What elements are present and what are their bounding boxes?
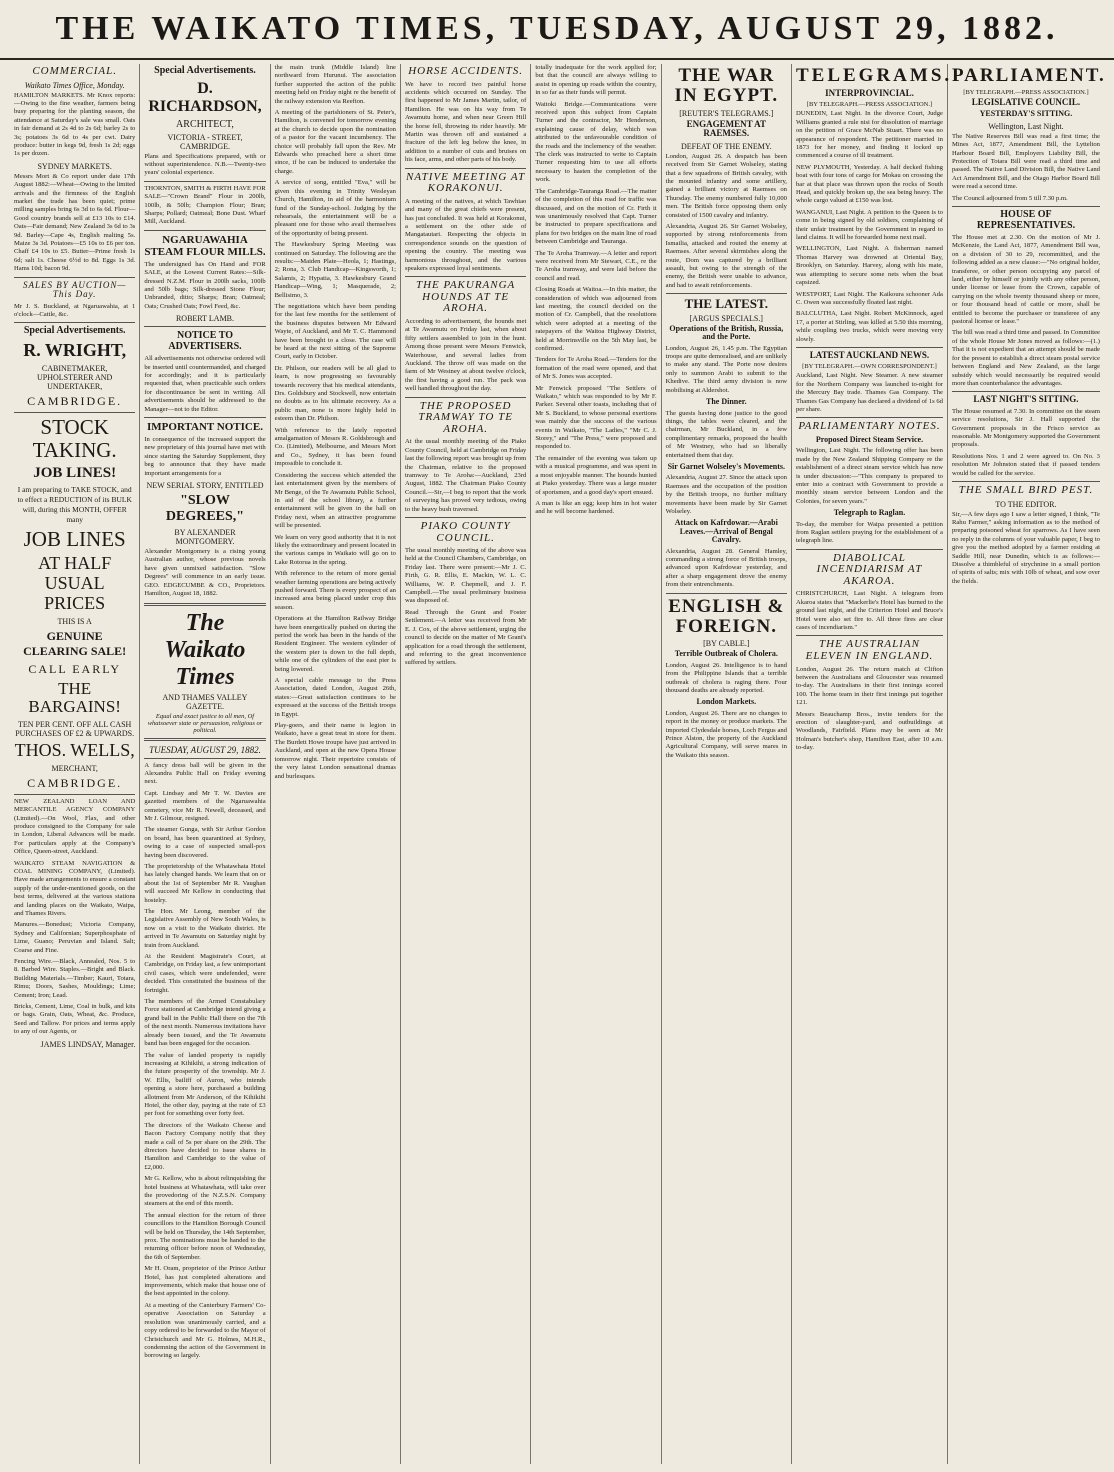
- dinner-text: The guests having done justice to the good things, the tables were cleared, and the chairman, Mr Buckland, in a few complimentary remarks, proposed the health of Mr Westney, who had so liberally entertained them that day.: [665, 409, 787, 459]
- alexandria-text: Alexandria, August 26. Sir Garnet Wolseley, supported by strong reinforcements from Ismailia, attacked and routed the enemy at Raemses. After several skirmishes along the route, Dom was captured by a brilliant assault, but owing to the strength of the enemy, the British were unable to advance, and had to await reinforcements.: [665, 223, 787, 289]
- war-egypt-heading: THE WAR IN EGYPT.: [674, 65, 779, 106]
- column-4: [401, 64, 531, 1464]
- column-5: [531, 64, 661, 1464]
- parl-telegraph-label: [BY TELEGRAPH.—PRESS ASSOCIATION.]: [963, 88, 1089, 96]
- serial-author: BY ALEXANDER MONTGOMERY.: [174, 528, 236, 547]
- column-3: [271, 64, 401, 1464]
- london-markets-text: London, August 26. There are no changes to report in the money or produce markets. The imported Clydesdale horses, Loch Fergus and Prince Alston, the property of the Auckland Agricultural Company, will serve mares in the Waikato this season.: [665, 709, 787, 759]
- last-night-text-2: Resolutions Nos. 1 and 2 were agreed to. On No. 3 resolution Mr Johnston stated that if passed tenders would be called for the service.: [951, 452, 1100, 477]
- leader-date: TUESDAY, AUGUST 29, 1882.: [149, 744, 261, 755]
- mill-text: The undersigned has On Hand and FOR SALE, at the Lowest Current Rates:—Silk-dressed N.Z.M. Flour in 200lb sacks, 100lb and 50lb bags; Silk-dressed Stone Flour; Unbranded, ditto; Sharps; Bran; Oatmeal; Oats; Crushed Oats; Fowl Feed, &c.: [144, 260, 266, 310]
- defeat-heading: DEFEAT OF THE ENEMY.: [680, 141, 772, 151]
- commercial-dateline: Waikato Times Office, Monday.: [24, 80, 125, 90]
- para-leong: The Hon. Mr Leong, member of the Legislative Assembly of New South Wales, is now on a visit to the Waikato district. He arrived in Te Awamutu on Saturday night by train from Auckland.: [144, 908, 266, 949]
- balclutha-text: BALCLUTHA, Last Night. Robert McKinnock, aged 17, a porter at Stirling, was killed at 5.50 this morning, while coupling two trucks, which were moving very slowly.: [795, 310, 943, 343]
- piako-council-heading: PIAKO COUNTY COUNCIL.: [420, 519, 511, 544]
- thornton-ad: THORNTON, SMITH & FIRTH HAVE FOR SALE—"Crown Brand" Flour in 200lb, 100lb, & 50lb; Champion Flour; Bran; Sharps; Pollard; Oatmeal; Bone Dust. Wharf Mill, Auckland.: [144, 184, 266, 226]
- paper-motto: Equal and exact justice to all men, Of whatsoever state or persuasion, religious or political.: [147, 712, 263, 734]
- council-text: The Native Reserves Bill was read a first time; the Mines Act, 1877, Amendment Bill, the Lyttelton Harbour Board Bill, Employers Liability Bill, the Protection of Totara Bill were read a third time and passed. The Native Land Division Bill, the Native Land Act Amendment Bill, and the Otago Harbor Board Bill were read a second time.: [951, 132, 1100, 191]
- lamb-signature: ROBERT LAMB.: [175, 314, 235, 324]
- hounds-text: According to advertisement, the hounds met at Te Awamutu on Friday last, when about fifty settlers assembled to join in the hunt. Among those present were Messrs Fenwick, Waterhouse, and several ladies from Auckland. The throw off was made on the farm of Mr Westney at about twelve o'clock, the first having a good run. The pack was well handled throughout the day.: [404, 318, 527, 393]
- stock-taking-heading: STOCK TAKING.: [32, 414, 117, 462]
- manures-text: Manures.—Bonedust; Victoria Company, Sydney and Californian; Superphosphate of Lime, Guano; Peruvian and Island. Salt; Coarse and Fine.: [14, 921, 136, 954]
- c3-trunk-line: the main trunk (Middle Island) line northward from Hurunui. The association further supported the action of the public meeting held on Friday night re the benefit of the railway extension via Reefton.: [274, 64, 396, 105]
- notice-advertisers-heading: NOTICE TO ADVERTISERS.: [168, 330, 242, 353]
- c3-entertainment: Considering the success which attended the last entertainment given by the members of Mr Benge, of the Te Awamutu Public School, in aid of the school library, a further entertainment will be given in the hall on Friday next, when an attractive programme will be presented.: [274, 471, 396, 530]
- cable-label: [BY CABLE.]: [703, 639, 750, 649]
- c3-railway-bridge: Operations at the Hamilton Railway Bridge have been energetically pushed on during the period the work has been in the hands of the Resident Engineer. The western cylinder of the western pier is down to the full depth, while one of the cylinders of the east pier is being lowered.: [274, 615, 396, 673]
- incendiarism-heading: DIABOLICAL INCENDIARISM AT AKAROA.: [816, 551, 923, 587]
- wellington-dateline: Wellington, Last Night.: [988, 121, 1064, 131]
- auckland-text: Auckland, Last Night. New Steamer. A new steamer for the Northern Company was launched to-night for the Mercury Bay trade. Thames Gas Company. The Thames Gas Company has declared a dividend of 1s 6d per share.: [795, 372, 943, 413]
- house-text: The House met at 2.30. On the motion of Mr J. McKenzie, the Land Act, 1877, Amendment Bill was, on a division of 30 to 29, recommitted, and the following added as a new clause:—"No original holder, transferee, or other person occupying any parcel of land, either by himself or jointly with any other person, under license or lease from the Crown, capable of carrying on the whole twenty thousand sheep or more, or four thousand head of cattle or more, shall be entitled to become the purchaser or transferee of any pastoral license or lease.": [951, 234, 1100, 326]
- c3-negotiations: The negotiations which have been pending for the last few months for the settlement of the business disputes between Mr Edward Wayte, of Auckland, and Mr T. C. Hammond have been brought to a close. The case will be heard at the next sitting of the Supreme Court, early in October.: [274, 302, 396, 361]
- c5-toasts: Mr Fenwick proposed "The Settlers of Waikato," which was responded to by Mr F. Parker. Several other toasts, including that of Mr S. Buckland, to whose personal exertions was mainly due the success of the various events in Waikato, "The Ladies," "Mr C. J. Storey," and "The Press," were proposed and responded to.: [535, 384, 657, 451]
- grant-foster-road-text: Read Through the Grant and Foster Settlement.—A letter was received from Mr E. J. Cox, of the above settlement, urging the council to decide on the matter of Mr Grant's application for a road through the settlement, and referring to the great inconvenience suffered by settlers.: [404, 608, 527, 667]
- c3-hawkesbury: The Hawkesbury Spring Meeting was continued on Saturday. The following are the results:—Maiden Plate—Heola, 1; Hastings, 2; Rona, 3. Club Handicap—Kingsworth, 1; Salamis, 2; Hypatia, 3. Hawkesbury Grand Handicap—Wing, 1; Masquerade, 2; Bellisimo, 3.: [274, 241, 396, 299]
- c3-cable-message: A special cable message to the Press Association, dated London, August 26th, states:—Great satisfaction continues to be expressed at the success of the British troops in Egypt.: [274, 677, 396, 718]
- piako-council-text: The usual monthly meeting of the above was held at the Council Chambers, Cambridge, on Friday last. There were present:—Mr J. C. Firth, G. R. Ellis, E. Mackin, W. L. C. Williams, W. P. Chepmell, and J. F. Campbell.—The usual preliminary business was disposed of.: [404, 547, 527, 605]
- column-1: [10, 64, 140, 1464]
- c3-camps: We learn on very good authority that it is not likely the extraordinary and present located in the various camps in Waikato will go on to Lake Rotorua in the spring.: [274, 533, 396, 566]
- notice-text: All advertisements not otherwise ordered will be inserted until countermanded, and charged for accordingly; and it is particularly requested that, when practicable such orders for discontinuance be sent in writing. All advertisements should be addressed to the Manager—not to the Editor.: [144, 355, 266, 413]
- reduction-text: I am preparing to TAKE STOCK, and to effect a REDUCTION of its BULK will, during this MONTH, OFFER many: [17, 485, 132, 525]
- para-fancy-ball: A fancy dress ball will be given in the Alexandra Public Hall on Friday evening next.: [144, 761, 266, 786]
- australian-eleven-text: London, August 26. The return match at Clifton between the Australians and Gloucester was resumed to-day. The Australians in their first innings scored 100. The home team in their first innings put together 121.: [795, 665, 943, 707]
- wells-cambridge: CAMBRIDGE.: [27, 775, 123, 790]
- c5-evening: The remainder of the evening was taken up with a musical programme, and was spent in a most enjoyable manner. The hounds hunted at Piako yesterday. There was a large muster of sportsmen, and a good day's sport ensued.: [535, 454, 657, 496]
- ngaruawahia-mills-heading: NGARUAWAHIA STEAM FLOUR MILLS.: [144, 233, 266, 258]
- wellington-text: WELLINGTON, Last Night. A fisherman named Thomas Harvey was drowned at Oriental Bay, Brooklyn, on Saturday. Harvey, along with his mate, was attempting to secure some nets when the boat capsized.: [795, 245, 943, 287]
- column-7: [792, 64, 953, 1464]
- hamilton-markets-text: HAMILTON MARKETS. Mr Knox reports:—Owing to the fine weather, farmers being busy preparing for the planting season, the attendance at Saturday's sale was small. Oats in fair demand at 2s 4d to 2s 6d; barley 2s to 3s; potatoes 3s 6d to 4s per cwt. Dairy produce: butter in kegs 9d, fresh 1s 2d; eggs 1s per dozen.: [14, 91, 136, 158]
- job-lines-banner: JOB LINES!: [33, 465, 117, 482]
- beauchamp-text: Messrs Beauchamp Bros., invite tenders for the erection of slaughter-yard, and outbuildings at Woodlands, Fairfield. Plans may be seen at Mr Holman's butcher's shop, Hamilton East, after 10 a.m. to-day.: [795, 710, 943, 752]
- english-foreign-heading: ENGLISH & FOREIGN.: [668, 595, 785, 637]
- c5-tenders: Tenders for Te Aroha Road.—Tenders for the formation of the road were opened, and that of Mr S. Jones was accepted.: [535, 356, 657, 381]
- para-election: The annual election for the return of three councillors to the Hamilton Borough Council will be held on Thursday, the 14th September, prox. The nominations must be handed to the returning officer before noon of Wednesday, the 6th of September.: [144, 1211, 266, 1261]
- native-meeting-text: A meeting of the natives, at which Tawhiao and many of the great chiefs were present, has just concluded. It was held at Korakonui, a settlement on the other side of Mangatautari. Respecting the objects in correspondence sounds on the question of opening the country. The meeting was harmonious throughout, and the various speakers expressed loyal sentiments.: [404, 197, 527, 272]
- house-text-2: The bill was read a third time and passed. In Committee of the whole House Mr Jones moved as follows:—(1.) That it is not expedient that an attempt should be made for the present to establish a direct steam postal service between England and New Zealand, as the large subsidy which would necessarily be required would more than counterbalance the advantages.: [951, 329, 1100, 387]
- to-editor-label: TO THE EDITOR.: [995, 499, 1057, 509]
- wanganui-text: WANGANUI, Last Night. A petition to the Queen is to come in being signed by old soldiers, complaining of their unfair treatment by the Government in regard to land claims. It will be forwarded home next mail.: [795, 208, 943, 242]
- dinner-heading: The Dinner.: [706, 397, 747, 407]
- native-meeting-heading: NATIVE MEETING AT KORAKONUI.: [406, 170, 526, 195]
- serial-text: Alexander Montgomery is a rising young Australian author, whose previous novels have given unmixed satisfaction. "Slow Degrees" will commence in an early issue. GEO. EDGECUMBE & CO., Proprietors. Hamilton, August 18, 1882.: [144, 548, 266, 598]
- dunedin-text: DUNEDIN, Last Night. In the divorce Court, Judge Williams granted a rule nisi for dissolution of marriage on the petition of Grace McNab Stuart. There was no appearance of respondent. The petitioner married in 1873 for her money, and finding it locked up commenced a course of ill treatment.: [795, 110, 943, 160]
- cholera-text: London, August 26. Intelligence is to hand from the Philippine Islands that a terrible outbreak of cholera is raging there. Four thousand deaths are already reported.: [665, 661, 787, 695]
- latest-auckland-heading: LATEST AUCKLAND NEWS.: [809, 349, 930, 360]
- c3-service-of-song: A service of song, entitled "Eva," will be given this evening in Trinity Wesleyan Church, Hamilton, in aid of the harmonium fund of the Sunday-school. Judging by the rehearsals, the entertainment will be a pleasant one for those who avail themselves of the opportunity of being present.: [274, 179, 396, 237]
- half-price-heading: AT HALF USUAL PRICES: [38, 553, 112, 613]
- sales-text: Mr J. S. Buckland, at Ngaruawahia, at 1 o'clock—Cattle, &c.: [14, 302, 136, 318]
- reuters-label: [REUTER'S TELEGRAMS.]: [679, 108, 774, 118]
- richardson-address: VICTORIA - STREET, CAMBRIDGE.: [167, 132, 243, 151]
- sydney-markets-text: Messrs Mort & Co report under date 17th August 1882:—Wheat—Owing to the limited arrivals and the firmness of the English market the trade has been quiet; prime milling samples bring 6s 3d to 6s 6d. Flour—Good country brands sell at £13 10s to £14. Oats—Fair demand; New Zealand 3s 6d to 3s 9d. Barley—Cape 4s, English malting 5s. Maize 3s 3d. Potatoes—£5 10s to £6 per ton. Chaff £4 10s to £5. Butter—Prime fresh 1s 6d; salt 1s. Cheese 6½d to 8d. Eggs 1s 3d. Hams 10d; bacon 9d.: [14, 172, 136, 273]
- special-ads-heading: Special Advertisements.: [23, 325, 126, 337]
- horse-accidents-heading: HORSE ACCIDENTS.: [408, 65, 524, 77]
- special-ads-heading-2: Special Advertisements.: [154, 65, 256, 76]
- column-8: [948, 64, 1104, 1464]
- c3-philson: Dr. Philson, our readers will be all glad to learn, is now progressing so favourably towards recovery that his medical attendants, Drs. Goldsbury and Stockwell, now entertain no doubts as to his ultimate recovery. As a public man, none is more highly held in esteem than Dr. Philson.: [274, 364, 396, 423]
- council-adjourn: The Council adjourned from 5 till 7.30 p.m.: [951, 194, 1068, 202]
- para-kellow: Mr G. Kellow, who is about relinquishing the hotel business at Whatawhata, will take over the provedoring of the N.Z.S.N. Company steamers at the end of this month.: [144, 1175, 266, 1208]
- latest-heading: THE LATEST.: [684, 296, 768, 312]
- paper-subtitle: AND THAMES VALLEY GAZETTE.: [162, 692, 248, 711]
- last-night-heading: LAST NIGHT'S SITTING.: [973, 394, 1079, 405]
- para-whatawhata: The proprietorship of the Whatawhata Hotel has lately changed hands. We learn that on or about the 1st of September Mr R. Vaughan will succeed Mr Kellow in conducting that hostelry.: [144, 862, 266, 904]
- this-is-label: THIS IS A: [57, 616, 92, 626]
- argus-label: [ARGUS SPECIALS.]: [689, 313, 763, 323]
- australian-eleven-heading: THE AUSTRALIAN ELEVEN IN ENGLAND.: [805, 638, 934, 663]
- clearing-sale-banner: GENUINE CLEARING SALE!: [23, 628, 127, 658]
- important-text: In consequence of the increased support the new proprietary of this journal have met with since starting the Saturday Supplement, they beg to announce that they have made important arrangements for a: [144, 436, 266, 477]
- wolseley-heading: Sir Garnet Wolseley's Movements.: [667, 461, 786, 471]
- last-night-text: The House resumed at 7.30. In committee on the steam service resolutions, Sir J. Hall supported the Government proposals in the Frisco service as reasonable. Mr Montgomery supported the Government proposals.: [951, 407, 1100, 449]
- hounds-heading: THE PAKURANGA HOUNDS AT TE AROHA.: [416, 279, 516, 315]
- fencing-text: Fencing Wire.—Black, Annealed, Nos. 5 to 8. Barbed Wire. Staples.—Bright and Black. Building Materials.—Timber; Kauri, Totara, Rimu; Doors, Sashes, Mouldings; Lime; Cement; Iron; Lead.: [14, 958, 136, 999]
- c5-closing-roads: Closing Roads at Waitoa.—In this matter, the consideration of which was adjourned from last meeting, the council decided on the motion of Cr. Campbell, that the resolutions which were adopted at a meeting of the ratepayers of the Waitoa Highway District, held at Morrinsville on the 5th May last, be confirmed.: [535, 286, 657, 352]
- c5-egg-quip: A man is like an egg; keep him in hot water and he will become hardened.: [535, 499, 657, 516]
- parl-notes-text: Wellington, Last Night. The following offer has been made by the New Zealand Shipping Company re the establishment of a direct steam service which has now is under discussion:—"This company is prepared to enter into a contract with Government to provide a monthly steam service between London and the Colonies, for seven years.": [795, 447, 943, 505]
- c5-cambridge-tauranga: The Cambridge-Tauranga Road.—The matter of the completion of this road for traffic was discussed, and on the motion of Cr. Firth it was unanimously resolved that Capt. Turner be instructed to prepare specifications and plans for two bridges on the main line of road between Cambridge and Tauranga.: [535, 187, 657, 246]
- c5-waitoki-bridge: Waitoki Bridge.—Communications were received upon this subject from Captain Turner and the contractor, Mr Henderson, explaining cause of delay, which was attributed to the unfavourable condition of the roads and the inclemency of the weather. The clerk was instructed to write to Captain Turner requesting him to use all efforts necessary to hasten the completion of the work.: [535, 100, 657, 184]
- wells-name: THOS. WELLS,: [14, 739, 135, 760]
- bargains-heading: THE BARGAINS!: [28, 678, 121, 717]
- c3-farming: With reference to the return of more genial weather farming operations are being actively pushed forward. There is every prospect of an increased area being placed under crop this season.: [274, 570, 396, 611]
- horse-accidents-text: We have to record two painful horse accidents which occurred on Sunday. The first happened to Mr James Martin, tailor, of Hamilton. He was on his way from Te Awamutu home, and when near Green Hill the horse fell, throwing its rider heavily. Mr Martin was thrown off and sustained a fracture of the left leg below the knee, in addition to a number of cuts and bruises on his face, arms, and other parts of his body.: [404, 80, 527, 164]
- interprovincial-heading: INTERPROVINCIAL.: [825, 87, 914, 98]
- house-heading: HOUSE OF REPRESENTATIVES.: [976, 209, 1076, 231]
- attack-text: Alexandria, August 28. General Hamley, commanding a strong force of British troops, advanced upon Kafrdowar yesterday, and after a sharp engagement drove the enemy from their entrenchments.: [665, 547, 787, 589]
- engagement-heading: ENGAGEMENT AT RAEMSES.: [686, 118, 767, 139]
- para-cheese-factory: The directors of the Waikato Cheese and Bacon Factory Company notify that they made a call of 5s per share on the 29th. The directors have decided to issue shares in Hamilton and Cambridge to the value of £2,000.: [144, 1121, 266, 1171]
- bricks-text: Bricks, Cement, Lime, Coal in bulk, and kits or bags. Grain, Oats, Wheat, &c. Produce, Seed and Tallow. For prices and terms apply to any of our Agents, or: [14, 1003, 136, 1036]
- tramway-text: At the usual monthly meeting of the Piako County Council, held at Cambridge on Friday last the following report was brought up from the Chairman, relative to the proposed tramway to Te Aroha:—Auckland, 23rd August, 1882. The Chairman Piako County Council.—Sir,—I beg to report that the work of surveying has proved very tedious, owing to the heavy bush traversed.: [404, 438, 527, 513]
- call-early: CALL EARLY: [28, 661, 121, 676]
- direct-steam-heading: Proposed Direct Steam Service.: [815, 434, 924, 444]
- serial-heading: NEW SERIAL STORY, ENTITLED: [146, 481, 264, 491]
- para-gunga: The steamer Gunga, with Sir Arthur Gordon on board, has been quarantined at Sydney, owing to a case of suspected small-pox having been discovered.: [144, 826, 266, 859]
- small-bird-letter: Sir,—A few days ago I saw a letter signed, I think, "Te Rahu Farmer," asking information as to the method of preparing poisoned wheat for sparrows. As I have seen no reply in the columns of your valuable paper, I beg to give you the method adopted by a farmer residing at Saddle Hill, near Dunedin, which is as follows:—Dissolve a thimbleful of strychnine in a small portion of spirits of salts; mix with 10lb of wheat, and sow over the fields.: [951, 510, 1100, 585]
- telegrams-heading: TELEGRAMS.: [795, 65, 953, 86]
- parliament-heading: PARLIAMENT.: [951, 65, 1106, 86]
- wells-merchant: MERCHANT,: [51, 763, 98, 773]
- steam-navigation-ad: WAIKATO STEAM NAVIGATION & COAL MINING COMPANY, (Limited). Have made arrangements to ensure a constant supply of the under-mentioned goods, on the best terms, delivered at the various stations and landing places on the Waikato, Waipa, and Thames Rivers.: [14, 859, 136, 917]
- christchurch-text: CHRISTCHURCH, Last Night. A telegram from Akaroa states that "Mackerlie's Hotel has burned to the ground last night, and the Criterion Hotel and Bruce's Hotel were also set fire to. All three fires are clear cases of incendiarism.": [795, 590, 943, 632]
- c3-amalgamation: With reference to the lately reported amalgamation of Messrs R. Goldsbrough and Co. (Limited), Melbourne, and Messrs Mort and Co., Sydney, it has been found impossible to conclude it.: [274, 426, 396, 468]
- operations-heading: Operations of the British, Russia, and the Porte.: [669, 323, 784, 342]
- newspaper-masthead-title: THE WAIKATO TIMES, TUESDAY, AUGUST 29, 1882.: [55, 10, 1059, 47]
- yesterday-sitting-heading: YESTERDAY'S SITTING.: [979, 109, 1073, 119]
- discount-text: TEN PER CENT. OFF ALL CASH PURCHASES OF £2 & UPWARDS.: [15, 719, 135, 738]
- commercial-heading: COMMERCIAL.: [32, 65, 117, 77]
- c5-funds: totally inadequate for the work applied for; but that the council are always willing to assist in opening up roads within the country, in so far as their funds will permit.: [535, 64, 657, 97]
- newspaper-page: [10, 64, 1104, 1464]
- richardson-name: D. RICHARDSON,: [148, 79, 262, 115]
- war-text: London, August 26. A despatch has been received from Sir Garnet Wolseley, stating that a few squadrons of British cavalry, with the mounted infantry and some artillery, gained a brilliant victory at Raemses on Thursday. The enemy numbered fully 10,000 men. The British force opposing them only consisted of 1500 cavalry and infantry.: [665, 152, 787, 219]
- wright-name: R. WRIGHT,: [23, 339, 127, 360]
- nz-loan-ad: NEW ZEALAND LOAN AND MERCANTILE AGENCY COMPANY (Limited).—On Wool, Flax, and other produce consigned to the Company for sale in London, Liberal Advances will be made. For particulars apply at the Company's Office, Queen-street, Auckland.: [14, 797, 136, 856]
- paper-title: The Waikato Times: [164, 609, 246, 690]
- parl-notes-heading: PARLIAMENTARY NOTES.: [798, 420, 941, 433]
- para-canterbury: At a meeting of the Canterbury Farmers' Co-operative Association on Saturday a resolution was unanimously carried, and a copy ordered to be forwarded to the Mayor of Christchurch and Mr G. Holmes, M.H.R., condemning the action of the Government in borrowing so largely.: [144, 1301, 266, 1360]
- plans-text: Plans and Specifications prepared, with or without superintendence. N.B.—Twenty-two years' colonial experience.: [144, 152, 266, 177]
- attack-heading: Attack on Kafrdowar.—Arabi Leaves.—Arrival of Bengal Cavalry.: [674, 518, 778, 545]
- important-notice-heading: IMPORTANT NOTICE.: [147, 421, 263, 434]
- job-lines-heading: JOB LINES: [23, 527, 126, 552]
- c3-playgoers: Play-goers, and their name is legion in Waikato, have a great treat in store for them. The Burdett Howe troupe have just arrived in Auckland, and open at the new Opera House tomorrow night. Their repertoire consists of the very latest London sensational dramas and burlesques.: [274, 722, 396, 780]
- richardson-architect: ARCHITECT,: [176, 118, 234, 130]
- wright-place: CAMBRIDGE.: [27, 393, 123, 408]
- raglan-text: To-day, the member for Waipa presented a petition from Raglan settlers praying for the establishment of a telegraph line.: [795, 520, 943, 545]
- lindsay-signature: JAMES LINDSAY, Manager.: [40, 1039, 136, 1049]
- sydney-markets-heading: SYDNEY MARKETS.: [37, 161, 112, 171]
- cholera-heading: Terrible Outbreak of Cholera.: [674, 649, 778, 659]
- para-court: At the Resident Magistrate's Court, at Cambridge, on Friday last, a few unimportant civil cases, which were undefended, were decided. This constituted the business of the fortnight.: [144, 953, 266, 994]
- own-corr-label: [BY TELEGRAPH.—OWN CORRESPONDENT.]: [802, 363, 937, 371]
- column-6: [662, 64, 792, 1464]
- london-markets-heading: London Markets.: [696, 697, 757, 707]
- tramway-heading: THE PROPOSED TRAMWAY TO TE AROHA.: [418, 399, 513, 435]
- raglan-heading: Telegraph to Raglan.: [833, 508, 906, 518]
- c5-te-aroha-tramway: The Te Aroha Tramway.—A letter and report were received from Mr Stewart, C.E., re the Te Aroha tramway, and were laid before the council and read.: [535, 249, 657, 282]
- wright-trade: CABINETMAKER, UPHOLSTERER AND UNDERTAKER,: [36, 363, 113, 391]
- c3-parishioners: A meeting of the parishioners of St. Peter's, Hamilton, is convened for tomorrow evening at the church to decide upon the nomination of a pastor for the vacant incumbency. The choice will probably fall upon the Rev. Mr Edwards who preached here a short time since, if he can be induced to undertake the charge.: [274, 109, 396, 175]
- serial-title: "SLOW DEGREES,": [165, 493, 245, 525]
- para-armed-constabulary: The members of the Armed Constabulary Force stationed at Cambridge intend giving a grand ball in the Public Hall there on the 7th of the next month. Numerous invitations have already been issued, and the Te Awamutu band has been engaged for the occasion.: [144, 998, 266, 1048]
- westport-text: WESTPORT, Last Night. The Kaikoura schooner Ada C. Owen was successfully floated last night.: [795, 290, 943, 306]
- para-landed-property: The value of landed property is rapidly increasing at Kihikihi, a strong indication of the future prosperity of the township. Mr J. W. Ellis, bailiff of Auron, who intends opening a store here, purchased a building allotment from Mr Anderson, of the Kihikihi Hotel, the other day, paying at the rate of £3 per foot for something over forty feet.: [144, 1051, 266, 1118]
- new-plymouth-text: NEW PLYMOUTH, Yesterday. A half decked fishing boat with four tons of cargo for Mokau on crossing the bar at that place was thrown upon the rocks of South Head, and quickly broken up, the sea being heavy. The whole cargo valued at £150 was lost.: [795, 163, 943, 205]
- para-lindsay: Capt. Lindsay and Mr T. W. Davies are gazetted members of the Ngaruawahia cemetery, vice Mr R. Newell, deceased, and Mr J. Gilmour, resigned.: [144, 789, 266, 822]
- legislative-council-heading: LEGISLATIVE COUNCIL.: [971, 96, 1081, 107]
- wolseley-text: Alexandria, August 27. Since the attack upon Raemses and the occupation of the position by the British troops, no further military movements have been made by Sir Garnet Wolseley.: [665, 474, 787, 515]
- telegraph-label: [BY TELEGRAPH.—PRESS ASSOCIATION.]: [806, 101, 933, 109]
- column-2: [140, 64, 270, 1464]
- latest-text: London, August 26, 1.45 p.m. The Egyptian troops are quite demoralised, and are unlikely to make any stand. The Porte now desires only to summon Arabi to submit to the Khedive. The third army division is now mobilising at Aldershot.: [665, 344, 787, 394]
- para-oram: Mr H. Oram, proprietor of the Prince Arthur Hotel, has just completed alterations and improvements, which make that house one of the best appointed in the colony.: [144, 1265, 266, 1298]
- sales-heading: SALES BY AUCTION—This Day.: [22, 279, 127, 300]
- masthead: [0, 0, 1114, 60]
- small-bird-heading: THE SMALL BIRD PEST.: [958, 484, 1094, 497]
